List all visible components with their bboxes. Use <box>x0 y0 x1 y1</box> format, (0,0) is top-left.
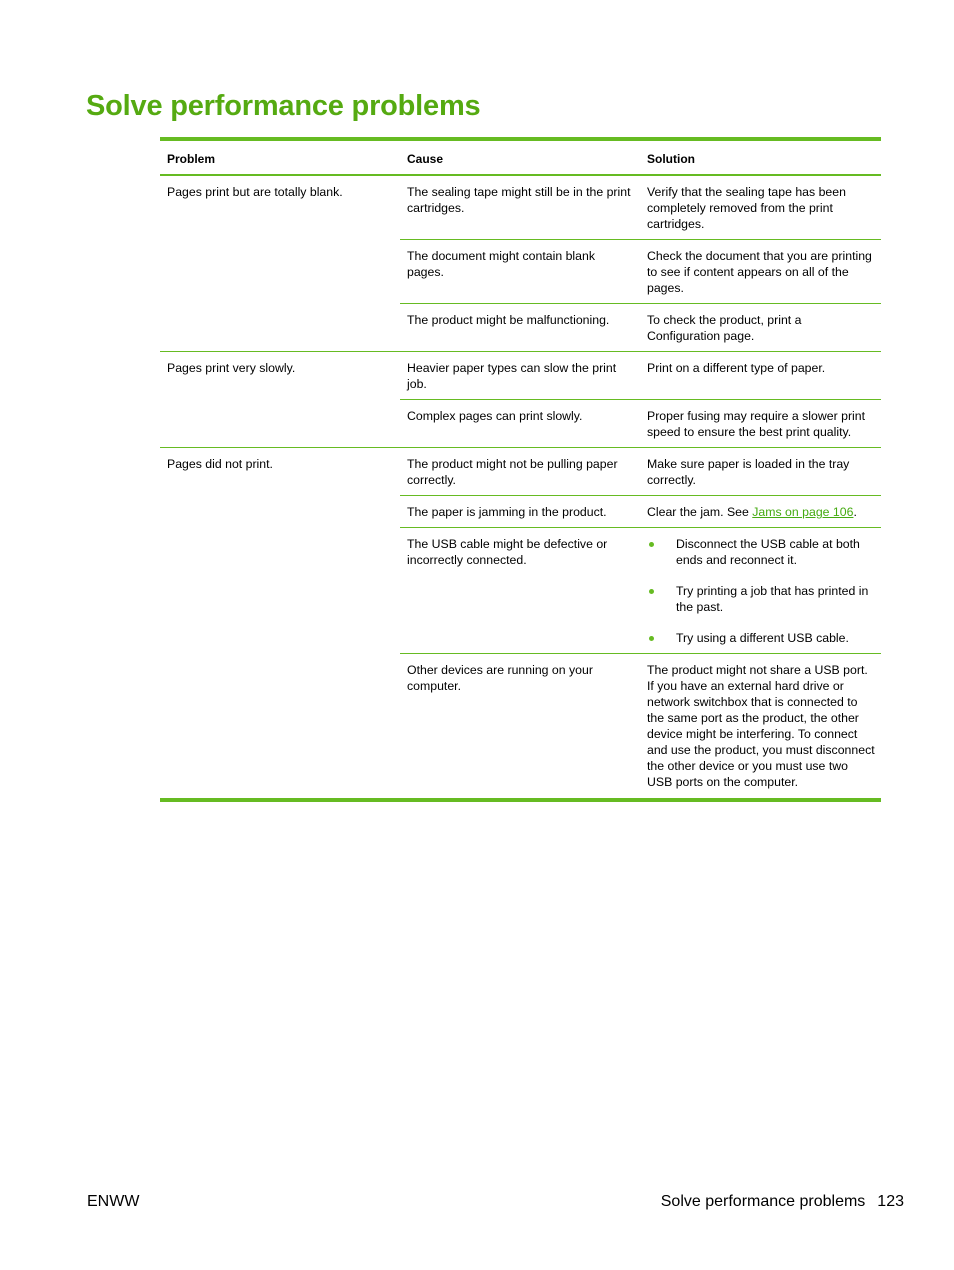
solution-cell <box>640 496 881 528</box>
table-row <box>160 175 881 240</box>
table-bottom-rule <box>160 798 881 802</box>
cause-cell: The product might not be pulling paper correctly. <box>400 448 640 496</box>
solution-cell: Make sure paper is loaded in the tray correctly. <box>640 448 881 496</box>
cause-cell: The sealing tape might still be in the print cartridges. <box>400 175 640 240</box>
cause-cell: The product might be malfunctioning. <box>400 304 640 352</box>
bullet-text: Disconnect the USB cable at both ends and reconnect it. <box>676 537 860 567</box>
footer-right <box>661 1193 904 1211</box>
solution-text: Clear the jam. See <box>647 505 753 519</box>
cause-cell: Other devices are running on your computer. <box>400 654 640 799</box>
troubleshooting-table <box>160 137 881 802</box>
cause-cell: Complex pages can print slowly. <box>400 400 640 448</box>
list-item <box>647 536 875 568</box>
page-number: 123 <box>877 1193 904 1210</box>
problem-cell: Pages did not print. <box>167 457 273 471</box>
cause-cell: The paper is jamming in the product. <box>400 496 640 528</box>
bullet-icon <box>649 542 654 547</box>
problem-cell: Pages print but are totally blank. <box>160 175 400 352</box>
header-cause: Cause <box>400 141 640 175</box>
header-solution: Solution <box>640 141 881 175</box>
solution-cell: Check the document that you are printing to see if content appears on all of the pages. <box>640 240 881 304</box>
list-item <box>647 630 875 646</box>
footer-section-title: Solve performance problems <box>660 1193 866 1210</box>
solution-cell <box>640 528 881 654</box>
problem-cell: Pages print very slowly. <box>160 352 400 448</box>
page-title: Solve performance problems <box>86 90 481 122</box>
solution-cell: The product might not share a USB port. If you have an external hard drive or network switchbox that is connected to the same port as the product, the other device might be interfering. To connect and use the product, you must disconnect the other device or you must use two USB ports on the computer. <box>640 654 881 799</box>
solution-cell: Print on a different type of paper. <box>640 352 881 400</box>
jams-page-link[interactable]: Jams on page 106 <box>752 505 854 519</box>
solution-cell: Proper fusing may require a slower print speed to ensure the best print quality. <box>640 400 881 448</box>
bullet-icon <box>649 636 654 641</box>
bullet-icon <box>649 589 654 594</box>
table-row <box>160 352 881 400</box>
solution-cell: Verify that the sealing tape has been completely removed from the print cartridges. <box>640 175 881 240</box>
cause-cell: The USB cable might be defective or incorrectly connected. <box>400 528 640 654</box>
footer-left-label: ENWW <box>87 1193 140 1210</box>
bullet-text: Try using a different USB cable. <box>676 631 849 645</box>
table-header-row <box>160 141 881 175</box>
solution-cell: To check the product, print a Configuration page. <box>640 304 881 352</box>
list-item <box>647 583 875 615</box>
bullet-text: Try printing a job that has printed in the past. <box>676 584 869 614</box>
solution-text-end: . <box>853 505 857 519</box>
cause-cell: Heavier paper types can slow the print job. <box>400 352 640 400</box>
bullet-list <box>647 536 875 646</box>
table-row <box>160 448 881 496</box>
header-problem: Problem <box>160 141 400 175</box>
cause-cell: The document might contain blank pages. <box>400 240 640 304</box>
